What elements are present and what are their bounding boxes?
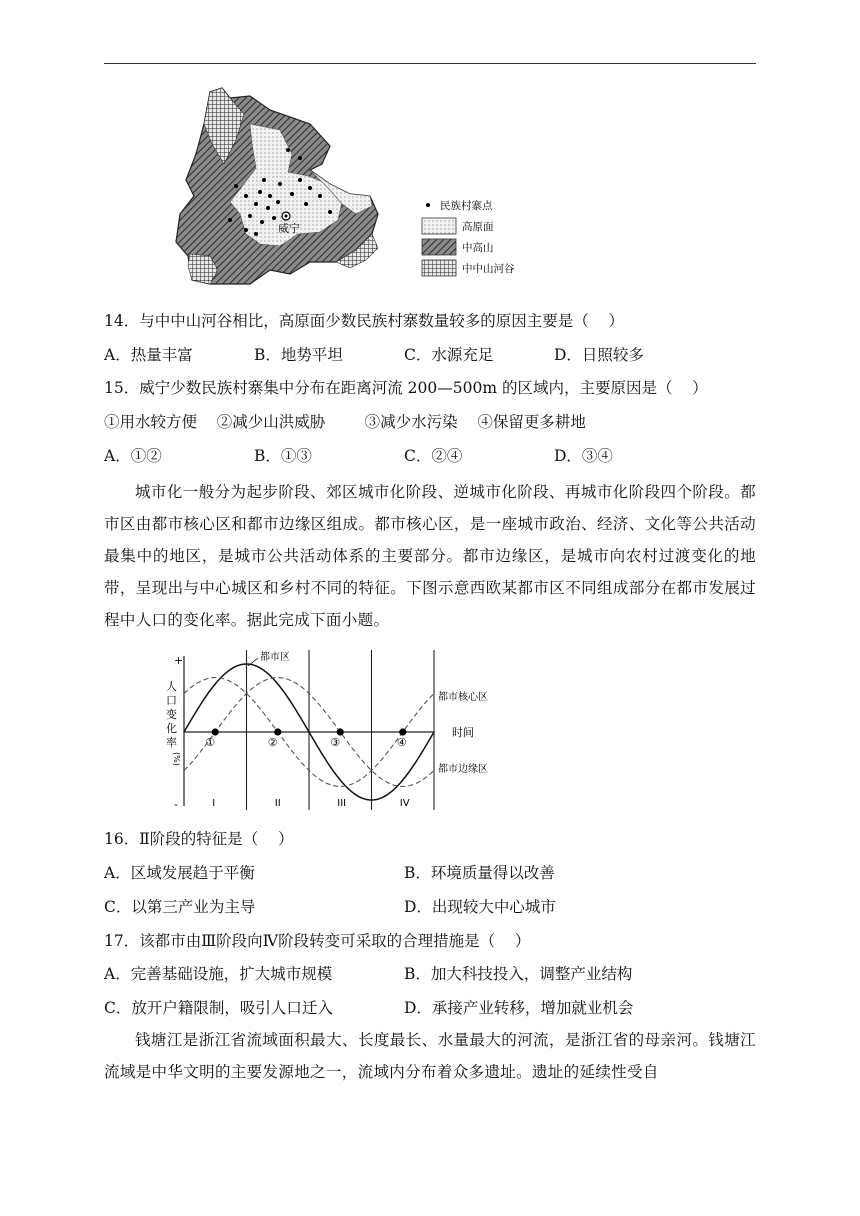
- q14-option-a[interactable]: A．热量丰富: [104, 346, 193, 364]
- marked-point-label: ①: [205, 736, 216, 749]
- y-label-unit: (%): [172, 752, 181, 766]
- series-label-metro: 都市区: [260, 652, 290, 663]
- legend-swatch-plateau: [422, 218, 456, 234]
- marked-point-label: ③: [330, 736, 341, 749]
- legend-swatch-valley: [422, 260, 456, 276]
- q16-option-c[interactable]: C．以第三产业为主导: [104, 898, 256, 916]
- stage-label: IV: [399, 798, 410, 809]
- y-label-char: 口: [166, 694, 177, 707]
- q17-option-a[interactable]: A．完善基础设施，扩大城市规模: [104, 965, 333, 983]
- legend-label-villages: 民族村寨点: [440, 200, 493, 212]
- passage-urbanization: 城市化一般分为起步阶段、郊区城市化阶段、逆城市化阶段、再城市化阶段四个阶段。都市区由都市核心区和都市边缘区组成。都市核心区，是一座城市政治、经济、文化等公共活动最集中的地区，是城市公共活动体系的主要部分。都市边缘区，是城市向农村过渡变化的地带，呈现出与中心城区和乡村不同的特征。下图示意西欧某都市区不同组成部分在都市发展过程中人口的变化率。据此完成下面小题。: [104, 483, 756, 629]
- q14-option-b[interactable]: B．地势平坦: [254, 346, 343, 364]
- header-rule: [104, 63, 756, 64]
- passage-qiantang: 钱塘江是浙江省流域面积最大、长度最长、水量最大的河流，是浙江省的母亲河。钱塘江流域是中华文明的主要发源地之一，流域内分布着众多遗址。遗址的延续性受自: [104, 1031, 756, 1081]
- legend-swatch-mountain: [422, 239, 456, 255]
- marked-point-label: ②: [267, 736, 278, 749]
- q14-option-d[interactable]: D．日照较多: [554, 346, 644, 364]
- q17-option-d[interactable]: D．承接产业转移，增加就业机会: [404, 999, 634, 1017]
- marked-point: [337, 728, 344, 735]
- q16-option-d[interactable]: D．出现较大中心城市: [404, 898, 556, 916]
- q15-option-c[interactable]: C．②④: [404, 447, 463, 465]
- y-axis-plus: +: [174, 654, 184, 667]
- legend-label-valley: 中中山河谷: [462, 263, 515, 275]
- stage-label: III: [337, 798, 347, 809]
- series-label-core: 都市核心区: [438, 692, 488, 703]
- x-axis-label: 时间: [452, 726, 474, 739]
- stage-label: II: [274, 798, 281, 809]
- y-label-char: 率: [166, 736, 177, 749]
- q15-option-d[interactable]: D．③④: [554, 447, 613, 465]
- q16-option-a[interactable]: A．区域发展趋于平衡: [104, 864, 255, 882]
- marked-point: [274, 728, 281, 735]
- q17-stem: 17．该都市由Ⅲ阶段向Ⅳ阶段转变可采取的合理措施是（ ）: [104, 932, 531, 950]
- q16-stem: 16．Ⅱ阶段的特征是（ ）: [104, 830, 294, 848]
- y-label-char: 变: [166, 708, 177, 721]
- marked-point: [399, 728, 406, 735]
- q15-stem: 15．威宁少数民族村寨集中分布在距离河流 200—500m 的区域内，主要原因是（ ）: [104, 379, 708, 397]
- q16-option-b[interactable]: B．环境质量得以改善: [404, 864, 555, 882]
- weining-map: [160, 84, 540, 290]
- q17-option-c[interactable]: C．放开户籍限制，吸引人口迁入: [104, 999, 333, 1017]
- city-label: 威宁: [278, 222, 300, 235]
- legend-label-plateau: 高原面: [462, 221, 494, 233]
- y-label-char: 化: [166, 722, 177, 735]
- marked-point-label: ④: [396, 736, 407, 749]
- series-label-edge: 都市边缘区: [438, 764, 488, 775]
- q15-option-b[interactable]: B．①③: [254, 447, 312, 465]
- y-axis-minus: -: [174, 798, 178, 811]
- q15-option-a[interactable]: A．①②: [104, 447, 162, 465]
- legend-label-mountain: 中高山: [462, 242, 494, 254]
- q14-option-c[interactable]: C．水源充足: [404, 346, 494, 364]
- legend-dot-symbol: [426, 203, 430, 207]
- q17-option-b[interactable]: B．加大科技投入，调整产业结构: [404, 965, 633, 983]
- y-label-char: 人: [166, 680, 177, 693]
- y-axis-label: [166, 680, 181, 766]
- marked-point: [212, 728, 219, 735]
- q14-stem: 14．与中中山河谷相比，高原面少数民族村寨数量较多的原因主要是（ ）: [104, 312, 624, 330]
- stage-label: I: [212, 798, 216, 809]
- q15-statements: ①用水较方便 ②减少山洪威胁 ③减少水污染 ④保留更多耕地: [104, 413, 586, 431]
- map-legend: [422, 199, 515, 276]
- population-change-chart: [168, 648, 508, 814]
